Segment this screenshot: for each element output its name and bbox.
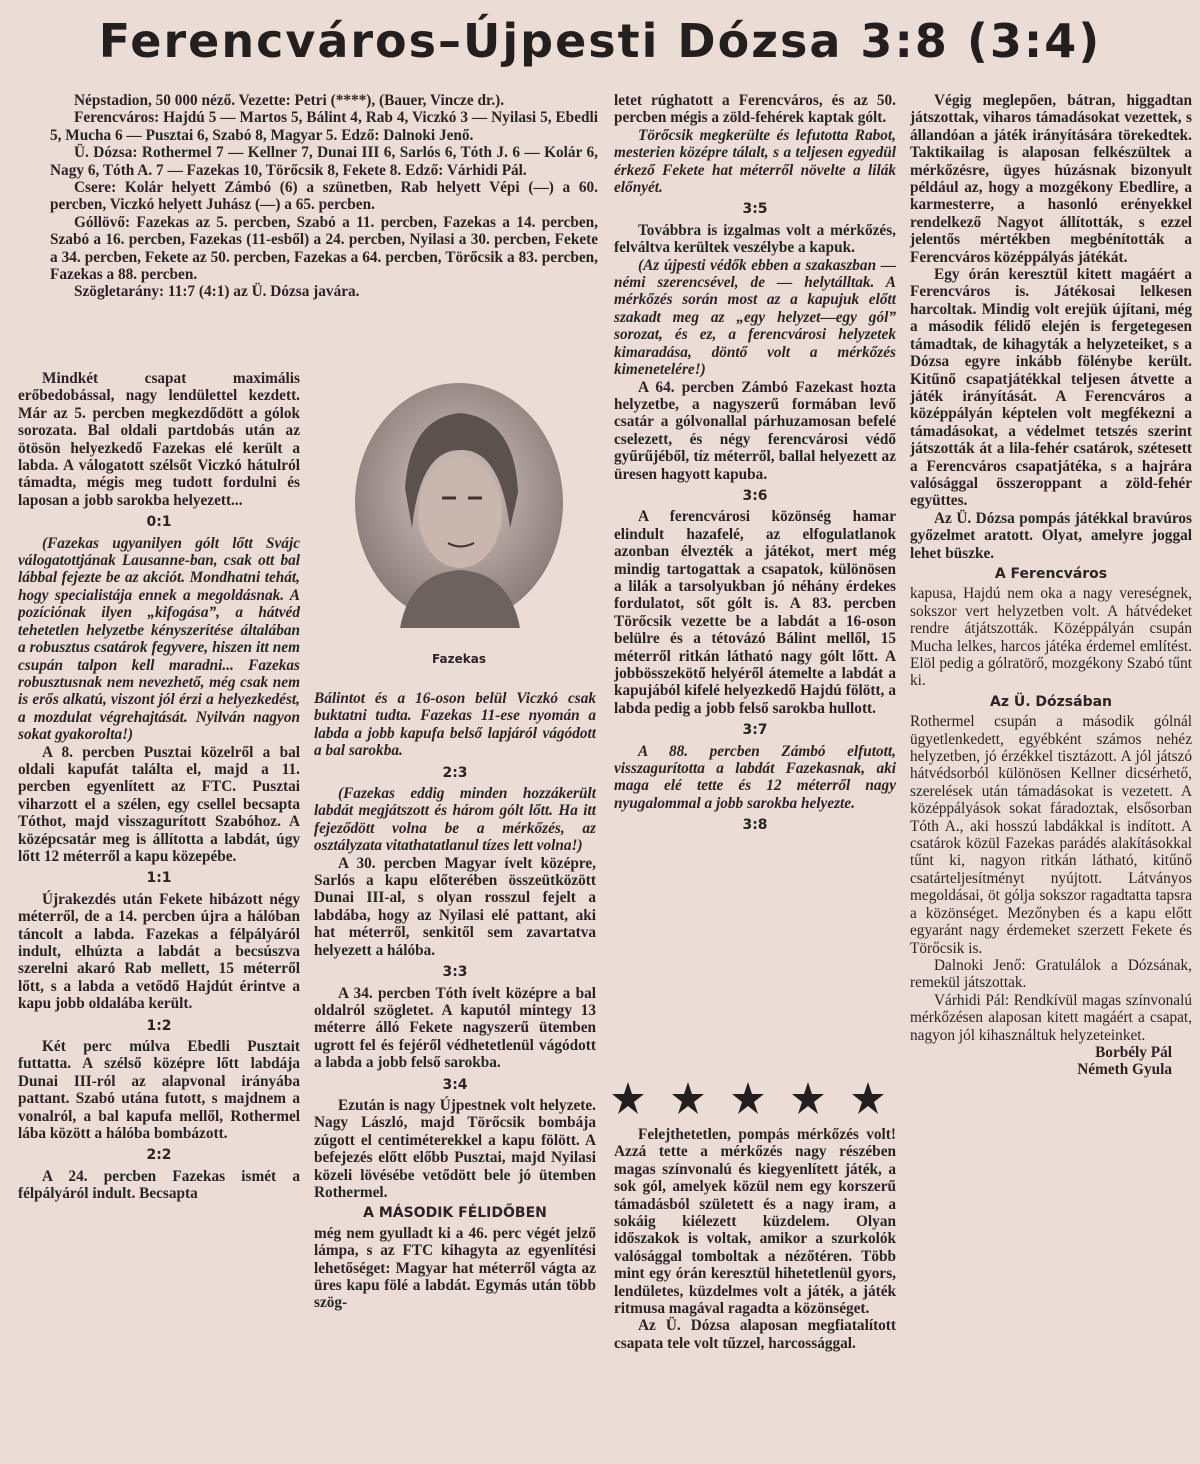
column-4 — [910, 92, 1192, 1460]
score-marker: 3:6 — [742, 487, 768, 504]
score-marker: 2:3 — [442, 764, 468, 781]
paragraph: Végig meglepően, bátran, higgadtan játszottak, viharos támadásokat vezettek, s állandóan a játék irányítására törekedtek. Taktikailag is alaposan felkészültek a mérkőzésre, ügyes húzásnak bizonyult például az, hogy a mozgékony Ebedlire, a karmesterre, a hasonló erényekkel rendelkező Nagyot állították, s ezzel jelentős mértékben megbénították a Ferencváros középpályás játékát. — [910, 92, 1192, 266]
paragraph: Bálintot és a 16-oson belül Viczkó csak buktatni tudta. Fazekas 11-ese nyomán a labda a jobb kapufa belső lapjáról vágódott a bal sarokba. — [314, 690, 596, 760]
author-signature: Németh Gyula — [1077, 1061, 1172, 1079]
star-icon — [792, 1082, 824, 1114]
photo-caption: Fazekas — [432, 652, 486, 666]
paragraph: A 88. percben Zámbó elfutott, visszagurította a labdát Fazekasnak, aki maga elé tette és 12 méterről nagy nyugalommal a jobb sarokba helyezte. — [614, 742, 896, 812]
lineup-ftc: Ferencváros: Hajdú 5 — Martos 5, Bálint 4, Rab 4, Viczkó 3 — Nyilasi 5, Ebedli 5, Mucha 6 — Pusztai 6, Szabó 8, Magyar 5. Edző: Dalnoki Jenő. — [50, 109, 598, 144]
paragraph: (Az újpesti védők ebben a szakaszban — némi szerencsével, de — helytálltak. A mérkőzés során most az a kapujuk előtt szakadt meg az „egy helyzet—egy gól” sorozat, és ez, a ferencvárosi helyzetek kimaradása, döntő volt a mérkőzés kimenetelére!) — [614, 256, 896, 379]
score-marker: 1:2 — [146, 1017, 172, 1034]
paragraph: A 24. percben Fazekas ismét a félpályáról indult. Becsapta — [18, 1167, 300, 1203]
paragraph: A 30. percben Magyar ívelt középre, Sarlós a kapu előterében összeütközött Dunai III-al, s olyan rosszul fejelt a labdába, hogy az Nyilasi elé pattant, aki hat méterről, senkitől sem zavartatva helyezett a hálóba. — [314, 854, 596, 959]
paragraph: Rothermel csupán a második gólnál ügyetlenkedett, egyébként számos nehéz helyzetben, jó érzékkel tisztázott. A jól játszó hátvédsorból különösen Kellner dicsérhető, szerelések után támadásokat is vezetett. A középpályások sokat fáradoztak, elsősorban Tóth A., aki hosszú labdákkal is indított. A csatárok közül Fazekas parádés alakításokkal tűnt ki, nagyon ritkán látható, kitűnő csatárteljesítményt nyújtott. Látványos megoldásai, öt gólja sokszor ragadtatta tapsra a közönséget. Mezőnyben és a kapu előtt egyaránt nagy érdemeket szerzett Fekete és Törőcsik is. — [910, 713, 1192, 957]
paragraph: A 34. percben Tóth ívelt középre a bal oldalról szögletet. A kaputól mintegy 13 méterre álló Fekete nagyszerű ütemben ugrott fel és fejéről védhetetlenül vágódott a labda a jobb felső sarokba. — [314, 984, 596, 1072]
paragraph: még nem gyulladt ki a 46. perc végét jelző lámpa, s az FTC kihagyta az egyenlítési lehetőséget: Magyar hat méterről vágta az üres kapu fölé a labdát. Egymás után több szög- — [314, 1224, 596, 1312]
paragraph: Az Ü. Dózsa pompás játékkal bravúros győzelmet aratott. Olyat, amelyre joggal lehet büszke. — [910, 509, 1192, 562]
star-icon — [732, 1082, 764, 1114]
star-icon — [852, 1082, 884, 1114]
player-portrait — [350, 378, 568, 628]
section-heading: A Ferencváros — [994, 565, 1108, 582]
paragraph: Újrakezdés után Fekete hibázott négy méterről, de a 14. percben újra a hálóban táncolt a labda. Fazekas a félpályáról indult, elhúzta a labdát a becsúszva szerelni akaró Rab mellett, 15 méterről lőtt, s a labda a vetődő Hajdút érintve a kapu jobb oldalába került. — [18, 890, 300, 1013]
paragraph: Továbbra is izgalmas volt a mérkőzés, felváltva kerültek veszélybe a kapuk. — [614, 221, 896, 257]
headline: Ferencváros–Újpesti Dózsa 3:8 (3:4) — [98, 14, 1102, 68]
paragraph: Felejthetetlen, pompás mérkőzés volt! Azzá tette a mérkőzés nagy részében magas színvonalú és kiegyenlített játék, a sok gól, amelyek közül nem egy korszerű támadásból született és a nagy iram, a sokáig kiélezett küzdelem. Olyan időszakok is voltak, amikor a szurkolók valósággal tomboltak a nézőtéren. Több mint egy órán keresztül hihetetlenül gyors, lendületes, küzdelmes volt a játék, a játék ritmusa magával ragadta a közönséget. — [614, 1126, 896, 1318]
column-1-article — [18, 370, 300, 1458]
score-marker: 1:1 — [146, 870, 172, 887]
paragraph: (Fazekas ugyanilyen gólt lőtt Svájc válogatottjának Lausanne-ban, csak ott bal lábbal fejezte be az akciót. Mondhatni tehát, hogy specialistája ennek a megoldásnak. A pozíciónak ilyen „kifogása”, a hátvéd tehetetlen helyzetbe kényszerítése általában a robusztus csatárok fegyvere, hiszen itt nem csupán talpon kell maradni... Fazekas robusztusnak nem nevezhető, még csak nem is erős alkatú, viszont jól érzi a helyezkedést, a mozdulat végrehajtását. Nyilván nagyon sokat gyakorolta!) — [18, 534, 300, 744]
score-marker: 3:3 — [442, 964, 468, 981]
substitutions: Csere: Kolár helyett Zámbó (6) a szünetben, Rab helyett Vépi (—) a 60. percben, Viczkó helyett Juhász (—) a 65. percben. — [50, 179, 598, 214]
score-marker: 2:2 — [146, 1147, 172, 1164]
coach-quote: Dalnoki Jenő: Gratulálok a Dózsának, remekül játszottak. — [910, 956, 1192, 992]
column-1 — [50, 92, 598, 362]
score-marker: 3:7 — [742, 722, 768, 739]
score-marker: 0:1 — [146, 514, 172, 531]
paragraph: A 8. percben Pusztai közelről a bal oldali kapufát találta el, majd a 11. percben egyenlített az FTC. Pusztai viharzott el a szélen, egy csellel becsapta Tóthot, majd visszagurított Szabóhoz. A középcsatár meg is állította a labdát, úgy lőtt 12 méterről a kapu közepébe. — [18, 743, 300, 865]
lineup-udozsa: Ü. Dózsa: Rothermel 7 — Kellner 7, Dunai III 6, Sarlós 6, Tóth J. 6 — Kolár 6, Nagy 6, Tóth A. 7 — Fazekas 10, Törőcsik 8, Fekete 8. Edző: Várhidi Pál. — [50, 144, 598, 179]
paragraph: Ezután is nagy Újpestnek volt helyzete. Nagy László, majd Törőcsik bombája zúgott el centiméterekkel a kapu fölött. A befejezés előtt előbb Pusztai, majd Nyilasi közeli lövésébe vetődött bele jó ütemben Rothermel. — [314, 1096, 596, 1201]
paragraph: Az Ü. Dózsa alaposan megfiatalított csapata tele volt tűzzel, harcossággal. — [614, 1317, 896, 1352]
score-marker: 3:5 — [742, 201, 768, 218]
goal-scorers: Góllövő: Fazekas az 5. percben, Szabó a 11. percben, Fazekas a 14. percben, Szabó a 16. percben, Fazekas (11-esből) a 24. percben, Nyilasi a 30. percben, Fekete a 34. percben, Fekete az 50. percben, Fazekas a 64. percben, Törőcsik a 83. percben, Fazekas a 88. percben. — [50, 213, 598, 284]
paragraph: Egy órán keresztül kitett magáért a Ferencváros is. Játékosai lelkesen harcoltak. Mindig volt erejük újítani, még a második félidő elején is fergetegesen támadtak, de kihagyták a helyzeteiket, s a Dózsa egyre inkább fölénybe került. Kitűnő csapatjátékkal teljesen átvette a játék irányítását. A Ferencváros a középpályán képtelen volt megfékezni a támadásokat, a védelmet tetszés szerint játszották át a lila-fehér csatárok, szétesett a Ferencváros csapatjátéka, s a hajrára valósággal összeroppant a zöld-fehér együttes. — [910, 266, 1192, 510]
paragraph: A 64. percben Zámbó Fazekast hozta helyzetbe, a nagyszerű formában levő csatár a gólvonallal párhuzamosan befelé cselezett, és négy ferencvárosi védő gyűrűjéből, tíz méterről, ballal helyezett az üresen hagyott kapuba. — [614, 378, 896, 483]
author-signature: Borbély Pál — [1095, 1043, 1172, 1061]
score-marker: 3:8 — [742, 817, 768, 834]
paragraph: Törőcsik megkerülte és lefutotta Rabot, mesterien középre tálalt, s a teljesen egyedül érkező Fekete hat méterről növelte a lilák előnyét. — [614, 126, 896, 197]
corner-ratio: Szögletarány: 11:7 (4:1) az Ü. Dózsa javára. — [74, 283, 360, 301]
match-info-venue: Népstadion, 50 000 néző. Vezette: Petri (****), (Bauer, Vincze dr.). — [74, 92, 505, 109]
section-heading: A MÁSODIK FÉLIDŐBEN — [363, 1205, 547, 1222]
score-marker: 3:4 — [442, 1076, 468, 1093]
paragraph: kapusa, Hajdú nem oka a nagy vereségnek, sokszor vert helyzetben volt. A hátvédeket rendre átjátszották. Középpályán csupán Mucha lelkes, harcos játéka érdemel említést. Elöl pedig a gólratörő, mozgékony Szabó tűnt ki. — [910, 585, 1192, 690]
paragraph: (Fazekas eddig minden hozzákerült labdát megjátszott és három gólt lőtt. Ha itt fejeződött volna be a mérkőzés, az osztályzata vitathatatlanul tízes lett volna!) — [314, 785, 596, 855]
column-3-bottom — [614, 1126, 896, 1458]
star-icon — [612, 1082, 644, 1114]
section-heading: Az Ü. Dózsában — [989, 693, 1113, 710]
column-3 — [614, 92, 896, 1077]
star-icon — [672, 1082, 704, 1114]
coach-quote: Várhidi Pál: Rendkívül magas színvonalú mérkőzésen alaposan kitett magáért a csapat, nagyon jól kihasználtuk helyzeteinket. — [910, 991, 1192, 1044]
column-2 — [314, 690, 596, 1460]
paragraph: letet rúghatott a Ferencváros, és az 50. percben mégis a zöld-fehérek kaptak gólt. — [614, 92, 896, 127]
paragraph: Mindkét csapat maximális erőbedobással, nagy lendülettel kezdett. Már az 5. percben megkezdődött a gólok sorozata. Bal oldali partdobás után az ötösön helyezkedő Fazekas elé került a labda. A válogatott szélsőt Viczkó hátulról támadta, mégis meg tudott fordulni és laposan a jobb sarokba helyezett... — [18, 370, 300, 509]
paragraph: Két perc múlva Ebedli Pusztait futtatta. A szélső középre lőtt labdája Dunai III-ról az alapvonal irányába pattant. Szabó utána futott, s majdnem a vonalról, a bal kapufa mellől, Rothermel lába között a hálóba bombázott. — [18, 1038, 300, 1143]
rating-stars — [612, 1080, 902, 1120]
paragraph: A ferencvárosi közönség hamar elindult hazafelé, az elfogulatlanok azonban élvezték a játékot, mert még mindig tartogattak a csapatok, különösen a lilák a tarsolyukban jó néhány érdekes fordulatot, sőt gólt is. A 83. percben Törőcsik vezette be a labdát a 16-oson belülre és a tétovázó Bálint mellől, 15 méterről ritkán látható nagy gólt lőtt. A jobbösszekötő helyéről átemelte a labdát a kapujából kifelé helyezkedő Hajdú fölött, a labda pedig a jobb felső sarokba hullott. — [614, 508, 896, 717]
